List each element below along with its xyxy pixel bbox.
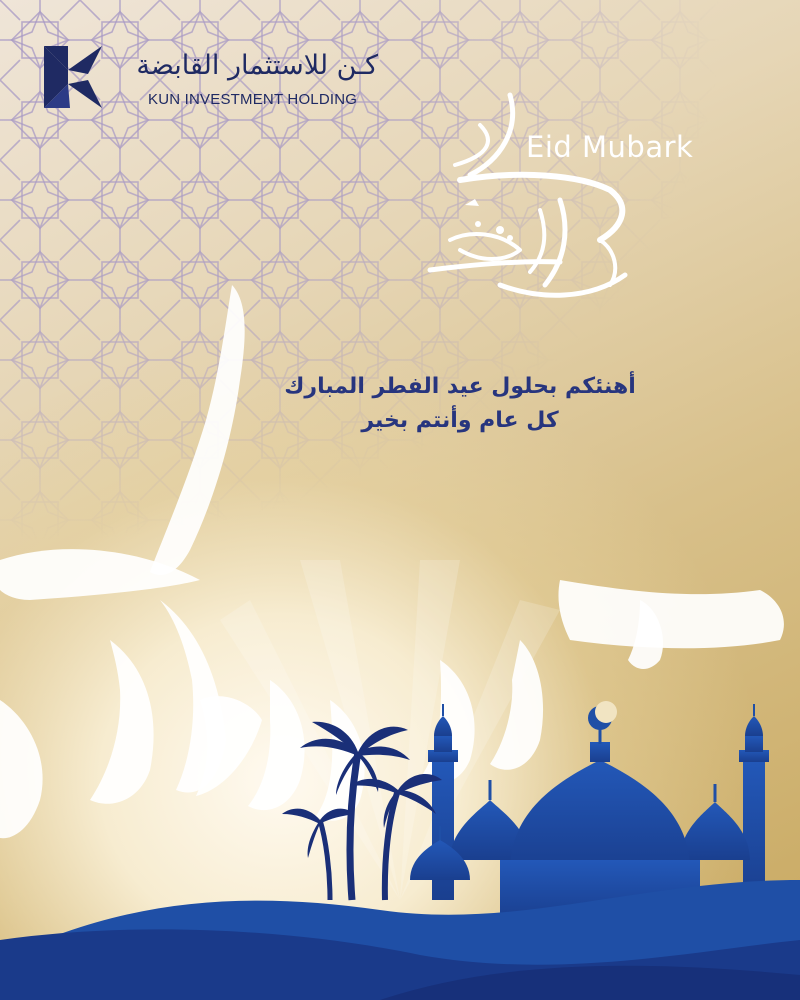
greeting-line-2: كل عام وأنتم بخير [361,408,559,433]
greeting-line-1: أهنئكم بحلول عيد الفطر المبارك [284,374,636,399]
brand-name-arabic: كـن للاستثمار القابضة [136,50,378,81]
eid-mubarak-headline: Eid Mubark [526,130,694,164]
crescent-icon [588,701,617,730]
brand-name-english: KUN INVESTMENT HOLDING [148,91,358,108]
